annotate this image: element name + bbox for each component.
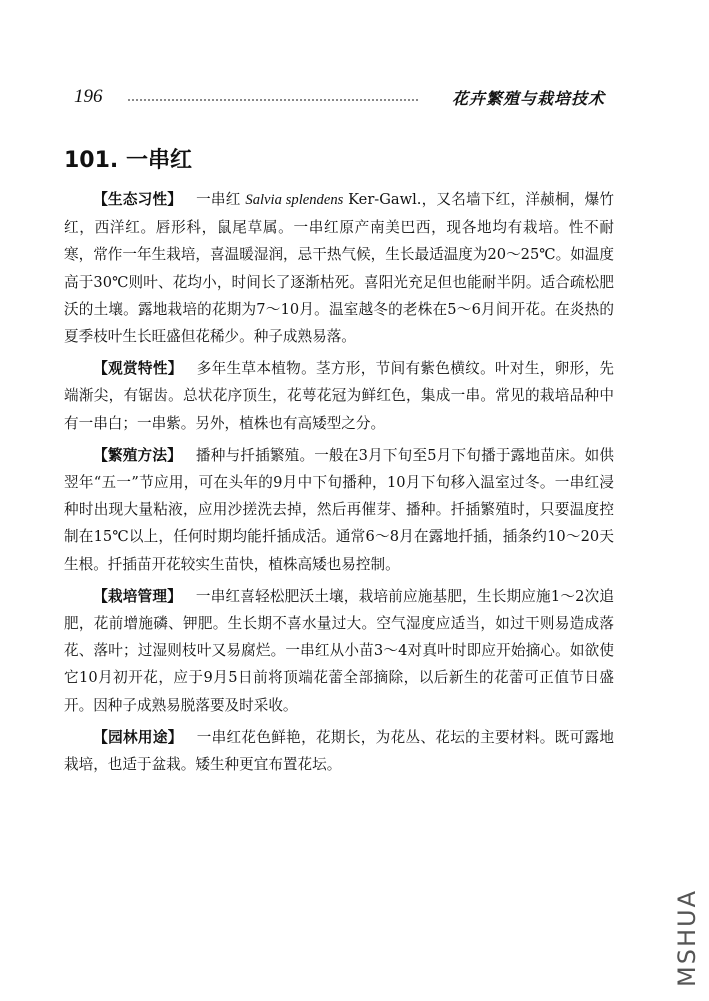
section-landscape-use bbox=[64, 724, 614, 778]
section-ornamental bbox=[64, 355, 614, 437]
section-heading: 【生态习性】 bbox=[93, 191, 183, 208]
section-propagation bbox=[64, 442, 614, 578]
entry-title: 101. 一串红 bbox=[64, 148, 192, 173]
section-text: 多年生草本植物。茎方形，节间有紫色横纹。叶对生，卵形，先端渐尖，有锯齿。总状花序顶生，花萼花冠为鲜红色，集成一串。常见的栽培品种中有一串白；一串紫。另外，植株也有高矮型之分。 bbox=[64, 360, 614, 432]
page-number: 196 bbox=[74, 86, 103, 107]
running-title: 花卉繁殖与栽培技术 bbox=[452, 89, 606, 108]
section-ecology bbox=[64, 186, 614, 350]
section-text: 一串红 bbox=[196, 191, 246, 208]
section-heading: 【园林用途】 bbox=[93, 728, 183, 746]
section-text: Ker-Gawl.，又名墙下红，洋赪桐，爆竹红，西洋红。唇形科，鼠尾草属。一串红原产南美巴西，现各地均有栽培。性不耐寒，常作一年生栽培，喜温暖湿润，忌干热气候，生长最适温度为20～25℃。如温度高于30℃则叶、花均小，时间长了逐渐枯死。喜阳光充足但也能耐半阴。适合疏松肥沃的土壤。露地栽培的花期为7～10月。温室越冬的老株在5～6月间开花。在炎热的夏季枝叶生长旺盛但花稀少。种子成熟易落。 bbox=[64, 191, 614, 346]
section-text: 一串红花色鲜艳，花期长，为花丛、花坛的主要材料。既可露地栽培，也适于盆栽。矮生种更宜布置花坛。 bbox=[64, 728, 614, 774]
section-cultivation bbox=[64, 583, 614, 719]
header-rule bbox=[128, 99, 418, 101]
watermark: MSHUA bbox=[673, 889, 701, 987]
entry-body bbox=[64, 186, 614, 783]
latin-name: Salvia splendens bbox=[245, 192, 344, 208]
section-heading: 【观赏特性】 bbox=[93, 360, 183, 378]
section-heading: 【栽培管理】 bbox=[93, 587, 182, 605]
section-text: 播种与扦插繁殖。一般在3月下旬至5月下旬播于露地苗床。如供翌年“五一”节应用，可在头年的9月中下旬播种，10月下旬移入温室过冬。一串红浸种时出现大量粘液，应用沙搓洗去掉，然后再催芽、播种。扦插繁殖时，只要温度控制在15℃以上，任何时期均能扦插成活。通常6～8月在露地扦插，插条约10～20天生根。扦插苗开花较实生苗快，植株高矮也易控制。 bbox=[64, 446, 614, 573]
section-heading: 【繁殖方法】 bbox=[93, 446, 182, 464]
section-text: 一串红喜轻松肥沃土壤，栽培前应施基肥，生长期应施1～2次追肥，花前增施磷、钾肥。生长期不喜水量过大。空气湿度应适当，如过干则易造成落花、落叶；过湿则枝叶又易腐烂。一串红从小苗3～4对真叶时即应开始摘心。如欲使它10月初开花，应于9月5日前将顶端花蕾全部摘除，以后新生的花蕾可正值节日盛开。因种子成熟易脱落要及时采收。 bbox=[64, 587, 614, 714]
